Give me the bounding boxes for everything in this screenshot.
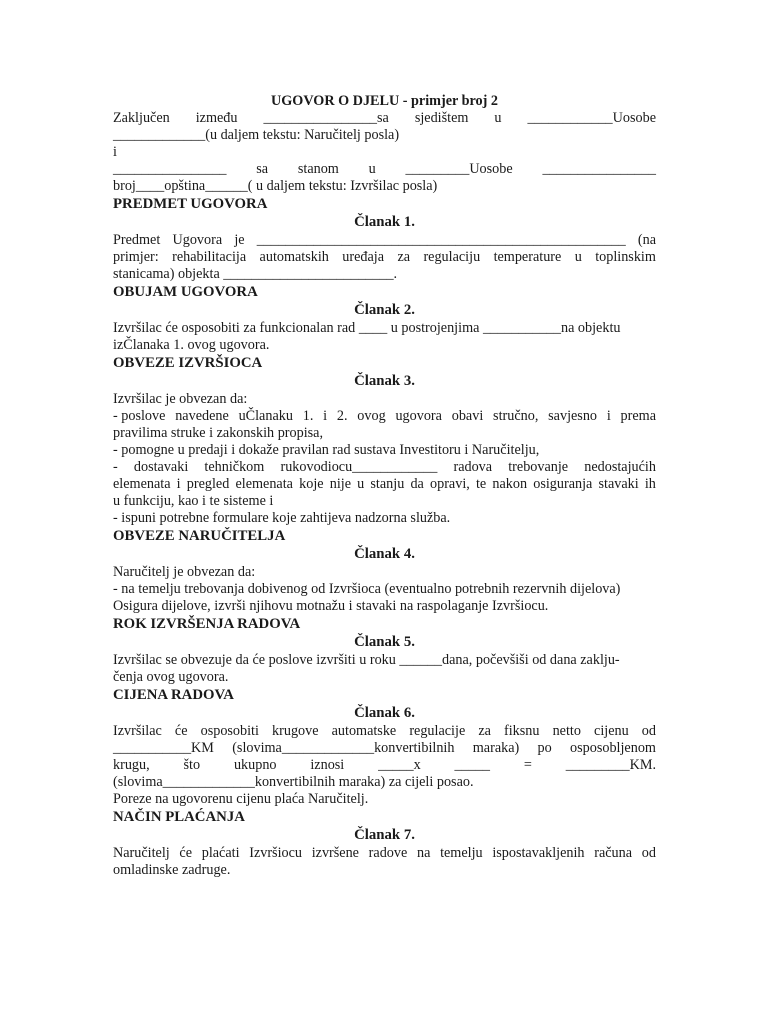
word: =	[523, 757, 532, 773]
word: osposobiti	[200, 723, 259, 739]
word: je	[234, 232, 245, 248]
word: ispostavakljenih	[492, 845, 585, 861]
word: obavi	[451, 408, 484, 424]
article-4-line-1: Naručitelj je obvezan da:	[113, 564, 256, 580]
word: dostavaki	[133, 459, 189, 475]
article-6-line-4: (slovima_____________konvertibilnih maraka) za cijeli posao.	[113, 774, 474, 790]
article-6-line-5: Poreze na ugovorenu cijenu plaća Naručitelj.	[113, 791, 369, 807]
word: će	[179, 845, 193, 861]
parties-line-5: broj____opština______( u daljem tekstu: Izvršilac posla)	[113, 178, 438, 194]
word: pregled	[186, 476, 230, 492]
word: te	[475, 476, 487, 492]
article-7-line-2: omladinske zadruge.	[113, 862, 231, 878]
word: 1.	[302, 408, 314, 424]
article-1-line-1	[113, 232, 656, 249]
section-heading-rok: ROK IZVRŠENJA RADOVA	[113, 616, 301, 632]
word: Zaključen	[113, 110, 170, 126]
article-4-line-3: Osigura dijelove, izvrši njihovu motnažu i stavaki na raspolaganje Izvršiocu.	[113, 598, 549, 614]
article-6-line-1	[113, 723, 656, 740]
word: navedene	[175, 408, 229, 424]
word: maraka)	[472, 740, 520, 756]
word: (slovima_____________konvertibilnih	[232, 740, 455, 756]
article-7-title: Članak 7.	[354, 827, 415, 843]
word: ________________	[542, 161, 656, 177]
article-3-line-4: - pomogne u predaji i dokaže pravilan rad sustava Investitoru i Naručitelju,	[113, 442, 540, 458]
word: Naručitelj	[113, 845, 170, 861]
word: u	[368, 161, 376, 177]
word: ________________	[113, 161, 227, 177]
article-7-line-1	[113, 845, 656, 862]
word: stanju	[370, 476, 405, 492]
word: primjer:	[113, 249, 159, 265]
parties-line-4	[113, 161, 656, 178]
word: sjedištem	[414, 110, 469, 126]
word: sa	[256, 161, 269, 177]
word: po	[537, 740, 552, 756]
word: cijenu	[594, 723, 629, 739]
word: osiguranja	[533, 476, 593, 492]
word: (na	[637, 232, 656, 248]
article-3-line-3: pravilima struke i zakonskih propisa,	[113, 425, 324, 441]
word: između	[195, 110, 238, 126]
word: ih	[644, 476, 656, 492]
word: -	[113, 459, 118, 475]
parties-line-2: _____________(u daljem tekstu: Naručitelj posla)	[113, 127, 400, 143]
word: toplinskim	[595, 249, 656, 265]
word: temelju	[440, 845, 483, 861]
word: u	[574, 249, 582, 265]
word: temperature	[493, 249, 562, 265]
article-4-title: Članak 4.	[354, 546, 415, 562]
word: Izvršilac	[113, 723, 162, 739]
word: Predmet	[113, 232, 161, 248]
word: automatskih	[259, 249, 329, 265]
article-3-line-5	[113, 459, 656, 476]
word: elemenata	[235, 476, 293, 492]
article-1-line-2	[113, 249, 656, 266]
word: u	[357, 476, 365, 492]
word: ovog	[357, 408, 386, 424]
article-2-line-2: izČlanaka 1. ovog ugovora.	[113, 337, 270, 353]
word: automatske	[331, 723, 397, 739]
article-6-title: Članak 6.	[354, 705, 415, 721]
word: tehničkom	[204, 459, 265, 475]
word: računa	[594, 845, 633, 861]
article-3-line-7: u funkciju, kao i te sisteme i	[113, 493, 274, 509]
word: i	[323, 408, 328, 424]
word: koje	[299, 476, 324, 492]
word: fiksnu	[504, 723, 540, 739]
article-5-line-2: čenja ovog ugovora.	[113, 669, 229, 685]
word: radove	[368, 845, 408, 861]
word: na	[416, 845, 431, 861]
article-3-title: Članak 3.	[354, 373, 415, 389]
word: u	[494, 110, 502, 126]
section-heading-obveze-narucitelja: OBVEZE NARUČITELJA	[113, 528, 286, 544]
word: ________________sa	[263, 110, 389, 126]
article-3-line-6	[113, 476, 656, 493]
article-1-line-3: stanicama) objekta ________________________.	[113, 266, 398, 282]
word: savjesno	[548, 408, 598, 424]
word: će	[174, 723, 188, 739]
article-4-line-2: - na temelju trebovanja dobivenog od Izvršioca (eventualno potrebnih rezervnih dijelova)	[113, 581, 621, 597]
word: stanom	[297, 161, 339, 177]
word: nakon	[492, 476, 528, 492]
word: elemenata	[113, 476, 171, 492]
word: 2.	[336, 408, 348, 424]
parties-line-1	[113, 110, 656, 127]
word: i	[606, 408, 611, 424]
word: iznosi	[310, 757, 345, 773]
section-heading-obveze-izvrsioca: OBVEZE IZVRŠIOCA	[113, 355, 263, 371]
section-heading-placanje: NAČIN PLAĆANJA	[113, 809, 245, 825]
word: prema	[620, 408, 656, 424]
parties-line-3: i	[113, 144, 117, 160]
article-5-title: Članak 5.	[354, 634, 415, 650]
word: _____x	[378, 757, 421, 773]
word: nedostajućih	[584, 459, 656, 475]
article-3-line-1: Izvršilac je obvezan da:	[113, 391, 248, 407]
article-6-line-3	[113, 757, 656, 774]
word: Ugovora	[172, 232, 223, 248]
word: ukupno	[233, 757, 277, 773]
word: stavaki	[598, 476, 639, 492]
word: ugovora	[395, 408, 442, 424]
article-5-line-1: Izvršilac se obvezuje da će poslove izvršiti u roku ______dana, počevšiši od dana zaklju-	[113, 652, 620, 668]
word: radova	[453, 459, 493, 475]
article-2-line-1: Izvršilac će osposobiti za funkcionalan rad ____ u postrojenjima ___________na objektu	[113, 320, 621, 336]
word: ___________KM	[113, 740, 214, 756]
word: Izvršiocu	[249, 845, 303, 861]
word: regulacije	[409, 723, 466, 739]
word: rukovodiocu____________	[280, 459, 438, 475]
word: _____	[454, 757, 490, 773]
word: plaćati	[201, 845, 240, 861]
article-1-title: Članak 1.	[354, 214, 415, 230]
section-heading-obujam: OBUJAM UGOVORA	[113, 284, 258, 300]
word: rehabilitacija	[172, 249, 247, 265]
word: uČlanaku	[238, 408, 293, 424]
section-heading-cijena: CIJENA RADOVA	[113, 687, 234, 703]
word: _________KM.	[565, 757, 656, 773]
word: ____________Uosobe	[527, 110, 656, 126]
word: - poslove	[113, 408, 166, 424]
word: od	[641, 845, 656, 861]
word: i	[176, 476, 181, 492]
word: osposobljenom	[570, 740, 656, 756]
word: za	[478, 723, 491, 739]
word: nije	[329, 476, 351, 492]
word: opravi,	[430, 476, 470, 492]
word: od	[641, 723, 656, 739]
word: za	[397, 249, 411, 265]
word: stručno,	[493, 408, 539, 424]
word: trebovanje	[508, 459, 569, 475]
article-2-title: Članak 2.	[354, 302, 415, 318]
article-6-line-2	[113, 740, 656, 757]
word: _________Uosobe	[405, 161, 513, 177]
word: da	[410, 476, 424, 492]
section-heading-predmet: PREDMET UGOVORA	[113, 196, 268, 212]
word: što	[183, 757, 201, 773]
word: krugove	[272, 723, 319, 739]
word: uređaja	[342, 249, 385, 265]
word: netto	[552, 723, 581, 739]
word: krugu,	[113, 757, 150, 773]
document-title: UGOVOR O DJELU - primjer broj 2	[271, 93, 498, 109]
word: ____________________________________________________	[256, 232, 626, 248]
word: regulaciju	[423, 249, 481, 265]
article-3-line-8: - ispuni potrebne formulare koje zahtijeva nadzorna služba.	[113, 510, 451, 526]
word: izvršene	[311, 845, 359, 861]
article-3-line-2	[113, 408, 656, 425]
